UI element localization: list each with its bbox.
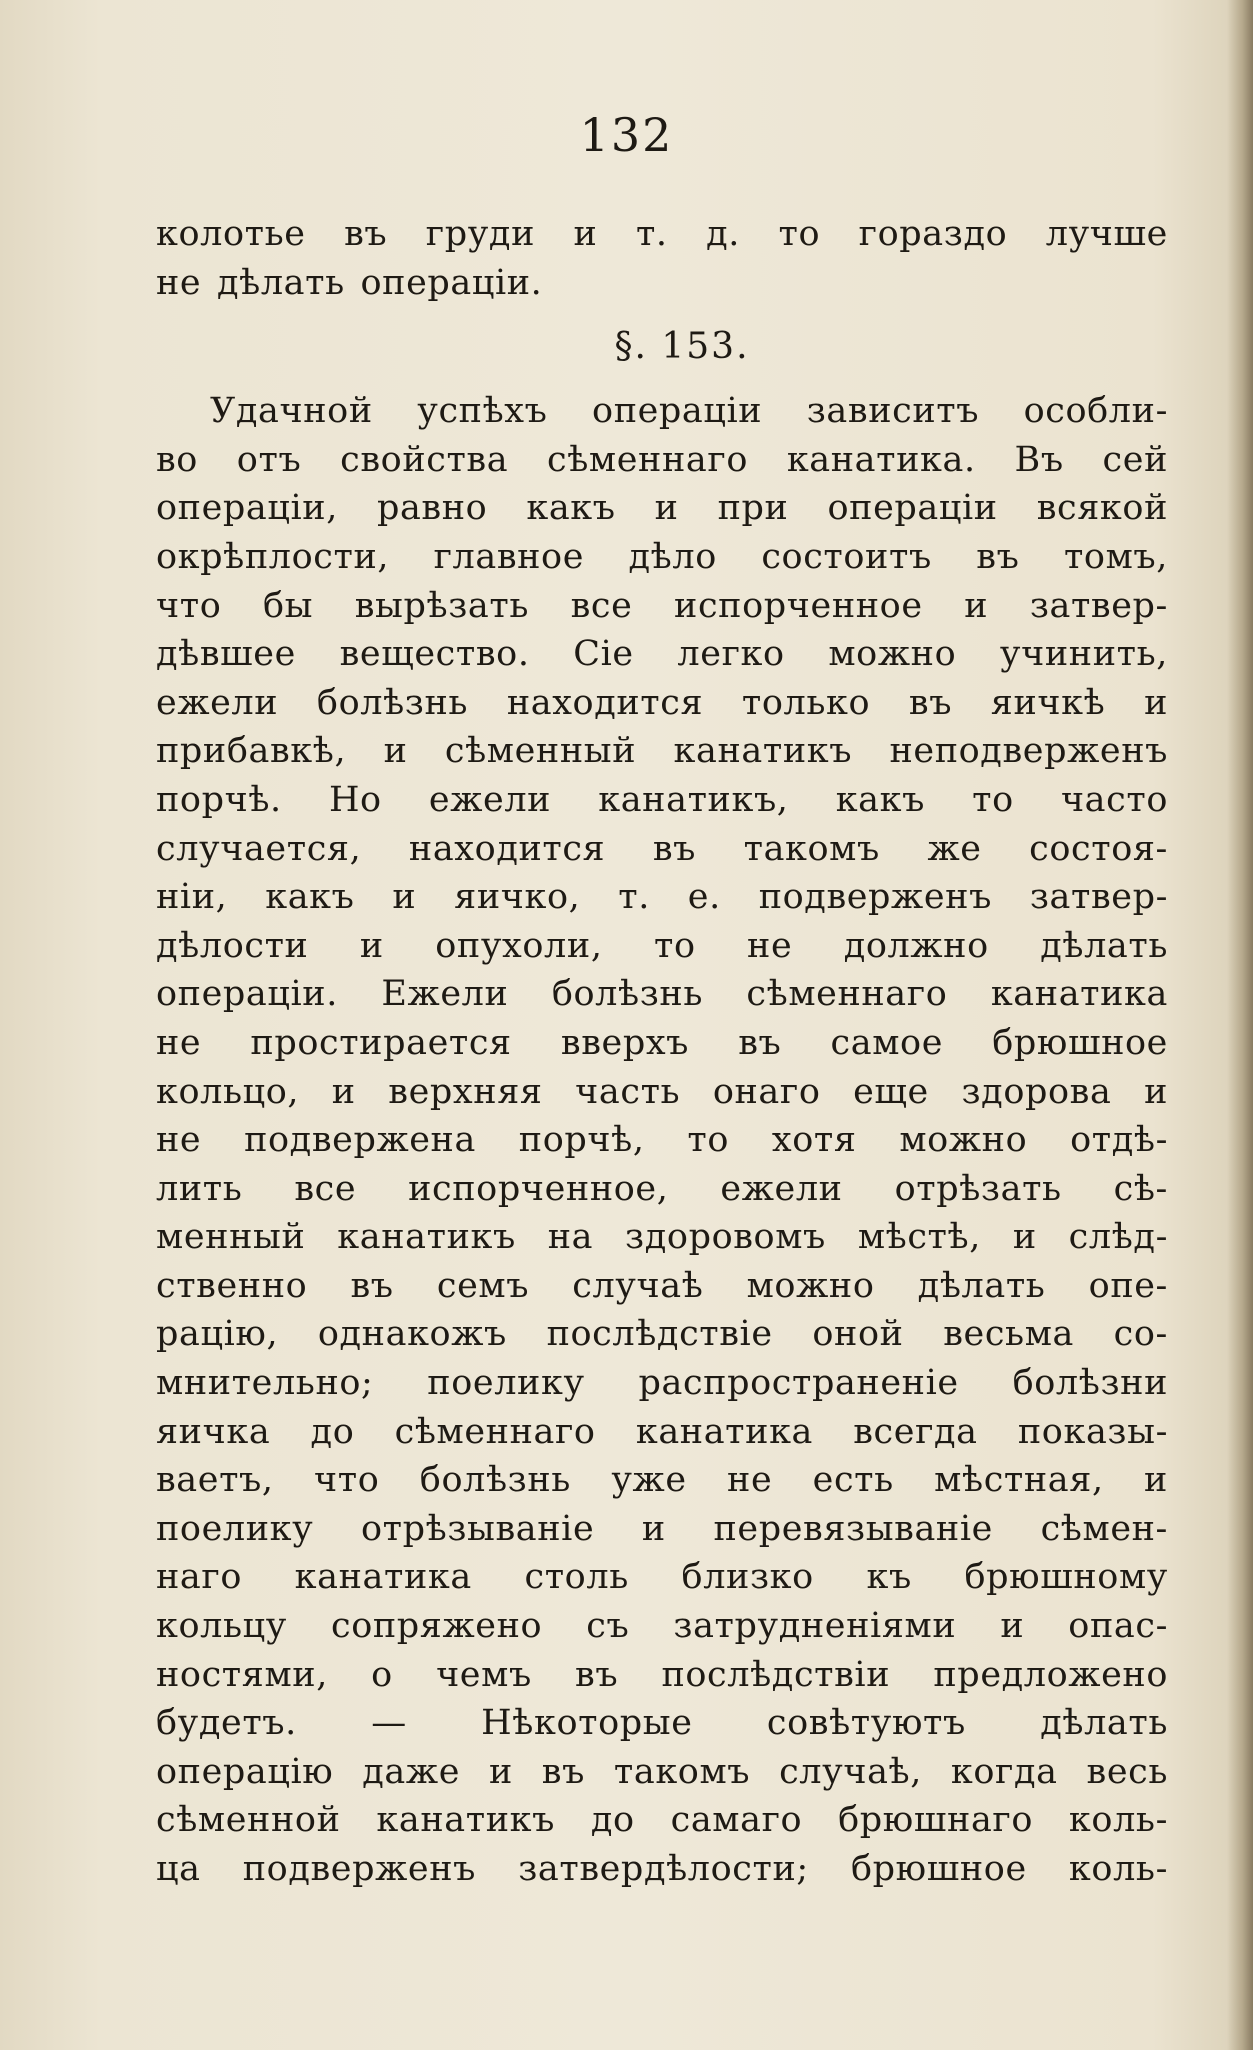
text-line: яичка до сѣменнаго канатика всегда показы- [156,1411,1168,1452]
text-line: менный канатикъ на здоровомъ мѣстѣ, и слѣд- [156,1217,1168,1258]
text-line: операціи. Ежели болѣзнь сѣменнаго канатика [156,974,1168,1015]
page-number: 132 [579,108,674,162]
text-line: порчѣ. Но ежели канатикъ, какъ то часто [156,779,1168,820]
text-line: колотье въ груди и т. д. то гораздо лучше [156,214,1168,254]
body-text [156,210,1168,1894]
text-line: операціи, равно какъ и при операціи всякой [156,488,1168,529]
text-line: Удачной успѣхъ операціи зависитъ особли- [210,391,1168,432]
text-line: кольцу сопряжено съ затрудненіями и опас- [156,1606,1168,1647]
paragraph [156,387,1168,1893]
text-line: прибавкѣ, и сѣменный канатикъ неподверженъ [156,731,1168,772]
text-line: во отъ свойства сѣменнаго канатика. Въ сей [156,439,1168,480]
text-line: что бы вырѣзать все испорченное и затвер- [156,585,1168,626]
text-line: окрѣплости, главное дѣло состоитъ въ томъ, [156,536,1168,577]
text-line: ежели болѣзнь находится только въ яичкѣ и [156,682,1168,723]
page-edge-shadow [1227,0,1253,2050]
text-line: дѣлости и опухоли, то не должно дѣлать [156,925,1168,966]
text-line: ваетъ, что болѣзнь уже не есть мѣстная, и [156,1460,1168,1501]
text-line: лить все испорченное, ежели отрѣзать сѣ- [156,1168,1168,1209]
section-heading: §. 153. [614,326,750,368]
text-line: ностями, о чемъ въ послѣдствіи предложено [156,1654,1168,1695]
text-line: ца подверженъ затвердѣлости; брюшное коль- [156,1849,1168,1889]
text-line: операцію даже и въ такомъ случаѣ, когда весь [156,1751,1168,1792]
text-line: случается, находится въ такомъ же состоя- [156,828,1168,869]
text-line: не дѣлать операціи. [156,262,543,303]
text-line: ніи, какъ и яичко, т. е. подверженъ затвер- [156,877,1168,918]
text-line: поелику отрѣзываніе и перевязываніе сѣмен- [156,1508,1168,1549]
text-line: сѣменной канатикъ до самаго брюшнаго коль- [156,1800,1168,1841]
text-line: не подвержена порчѣ, то хотя можно отдѣ- [156,1120,1168,1161]
text-line: не простирается вверхъ въ самое брюшное [156,1022,1168,1063]
text-line: кольцо, и верхняя часть онаго еще здорова и [156,1071,1168,1112]
text-line: рацію, однакожъ послѣдствіе оной весьма со- [156,1314,1168,1355]
text-line: мнительно; поелику распространеніе болѣзни [156,1363,1168,1404]
text-line: дѣвшее вещество. Сіе легко можно учинить, [156,634,1168,675]
text-line: наго канатика столь близко къ брюшному [156,1557,1168,1598]
text-line: ственно въ семъ случаѣ можно дѣлать опе- [156,1265,1168,1306]
text-line: будетъ. — Нѣкоторые совѣтуютъ дѣлать [156,1703,1168,1744]
